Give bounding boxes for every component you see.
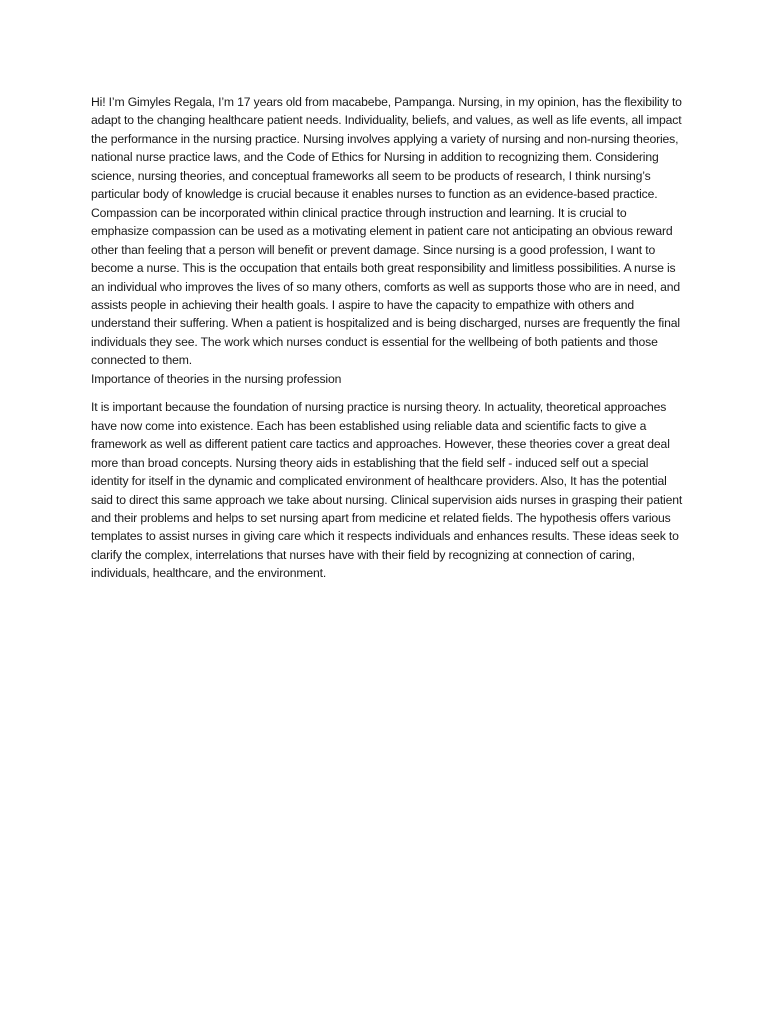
document-body	[91, 93, 683, 583]
section-paragraph: It is important because the foundation of nursing practice is nursing theory. In actuality, theoretical approaches have now come into existence. Each has been established using reliable data and scientific facts to give a framework as well as different patient care tactics and approaches. However, these theories cover a great deal more than broad concepts. Nursing theory aids in establishing that the field self - induced self out a special identity for itself in the dynamic and complicated environment of healthcare providers. Also, It has the potential said to direct this same approach we take about nursing. Clinical supervision aids nurses in grasping their patient and their problems and helps to set nursing apart from medicine et related fields. The hypothesis offers various templates to assist nurses in giving care which it respects individuals and enhances results. These ideas seek to clarify the complex, interrelations that nurses have with their field by recognizing at connection of caring, individuals, healthcare, and the environment.	[91, 400, 683, 581]
intro-paragraph: Hi! I’m Gimyles Regala, I’m 17 years old from macabebe, Pampanga. Nursing, in my opinion, has the flexibility to adapt to the changing healthcare patient needs. Individuality, beliefs, and values, as well as life events, all impact the performance in the nursing practice. Nursing involves applying a variety of nursing and non-nursing theories, national nurse practice laws, and the Code of Ethics for Nursing in addition to recognizing them. Considering science, nursing theories, and conceptual frameworks all seem to be products of research, I think nursing’s particular body of knowledge is crucial because it enables nurses to function as an evidence-based practice. Compassion can be incorporated within clinical practice through instruction and learning. It is crucial to emphasize compassion can be used as a motivating element in patient care not anticipating an obvious reward other than feeling that a person will benefit or prevent damage. Since nursing is a good profession, I want to become a nurse. This is the occupation that entails both great responsibility and limitless possibilities. A nurse is an individual who improves the lives of so many others, comforts as well as supports those who are in need, and assists people in achieving their health goals. I aspire to have the capacity to empathize with others and understand their suffering. When a patient is hospitalized and is being discharged, nurses are frequently the final individuals they see. The work which nurses conduct is essential for the wellbeing of both patients and those connected to them.	[91, 95, 682, 368]
section-heading: Importance of theories in the nursing profession	[91, 371, 342, 386]
